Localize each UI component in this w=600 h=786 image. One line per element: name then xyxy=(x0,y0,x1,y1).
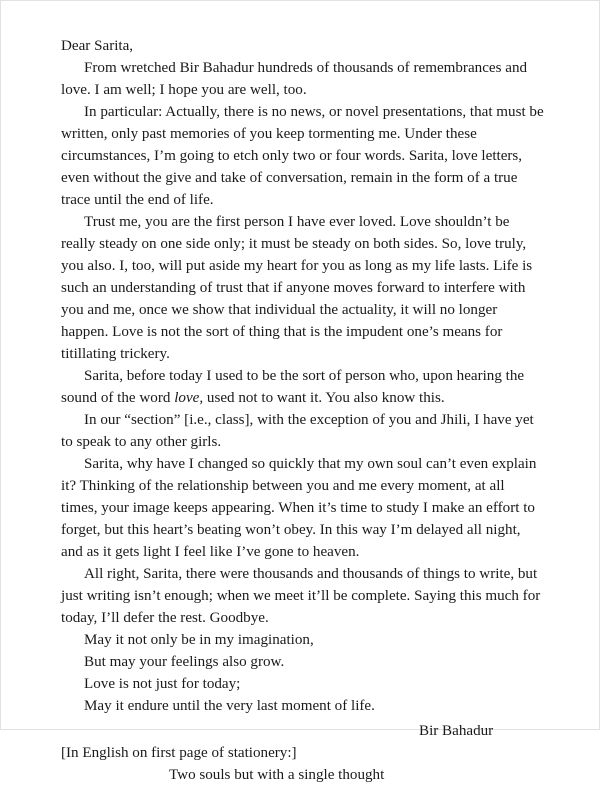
verse-line-3: Love is not just for today; xyxy=(84,676,241,692)
verse-line-1: May it not only be in my imagination, xyxy=(84,632,314,648)
paragraph-1-text: From wretched Bir Bahadur hundreds of thousands of remembrances and love. I am well; I hope you are well, too. xyxy=(61,60,528,98)
paragraph-2 xyxy=(61,101,544,211)
paragraph-7-text: All right, Sarita, there were thousands and thousands of things to write, but just writing isn’t enough; when we meet it’ll be complete. Saying this much for today, I’ll defer the rest. Goodbye. xyxy=(61,566,541,626)
emphasised-word: love, xyxy=(174,390,204,406)
verse-line-2: But may your feelings also grow. xyxy=(84,654,285,670)
paragraph-2-text: In particular: Actually, there is no news, or novel presentations, that must be written, only past memories of you keep tormenting me. Under these circumstances, I’m going to etch only two or four words. Sarita, love letters, even without the give and take of conversation, remain in the form of a true trace until the end of life. xyxy=(61,104,544,208)
paragraph-6-text: Sarita, why have I changed so quickly that my own soul can’t even explain it? Thinking of the relationship between you and me every moment, at all times, your image keeps appearing. When it’s time to study I make an effort to forget, but this heart’s beating won’t obey. In this way I’m delayed all night, and as it gets light I feel like I’ve gone to heaven. xyxy=(61,456,537,560)
paragraph-4-text: Sarita, before today I used to be the sort of person who, upon hearing the sound of the word love, used not to want it. You also know this. xyxy=(61,368,525,406)
paragraph-5 xyxy=(61,409,544,453)
paragraph-6 xyxy=(61,453,544,563)
verse-block xyxy=(61,629,544,717)
paragraph-5-text: In our “section” [i.e., class], with the exception of you and Jhili, I have yet to speak to any other girls. xyxy=(61,412,534,450)
paragraph-3 xyxy=(61,211,544,365)
letter-body xyxy=(61,35,544,786)
paragraph-3-text: Trust me, you are the first person I have ever loved. Love shouldn’t be really steady on one side only; it must be steady on both sides. So, love truly, you also. I, too, will put aside my heart for you as long as my life lasts. Life is such an understanding of trust that if anyone moves forward to interfere with you and me, once we show that individual the actuality, it will no longer happen. Love is not the sort of thing that is the impudent one’s means for titillating trickery. xyxy=(61,214,533,362)
paragraph-4 xyxy=(61,365,544,409)
verse-line-4: May it endure until the very last moment of life. xyxy=(84,698,375,714)
salutation: Dear Sarita, xyxy=(61,38,134,54)
signature: Bir Bahadur xyxy=(419,723,494,739)
english-quote: Two souls but with a single thought xyxy=(169,767,385,783)
paragraph-7 xyxy=(61,563,544,629)
paragraph-1 xyxy=(61,57,544,101)
editorial-note: [In English on first page of stationery:] xyxy=(61,745,297,761)
